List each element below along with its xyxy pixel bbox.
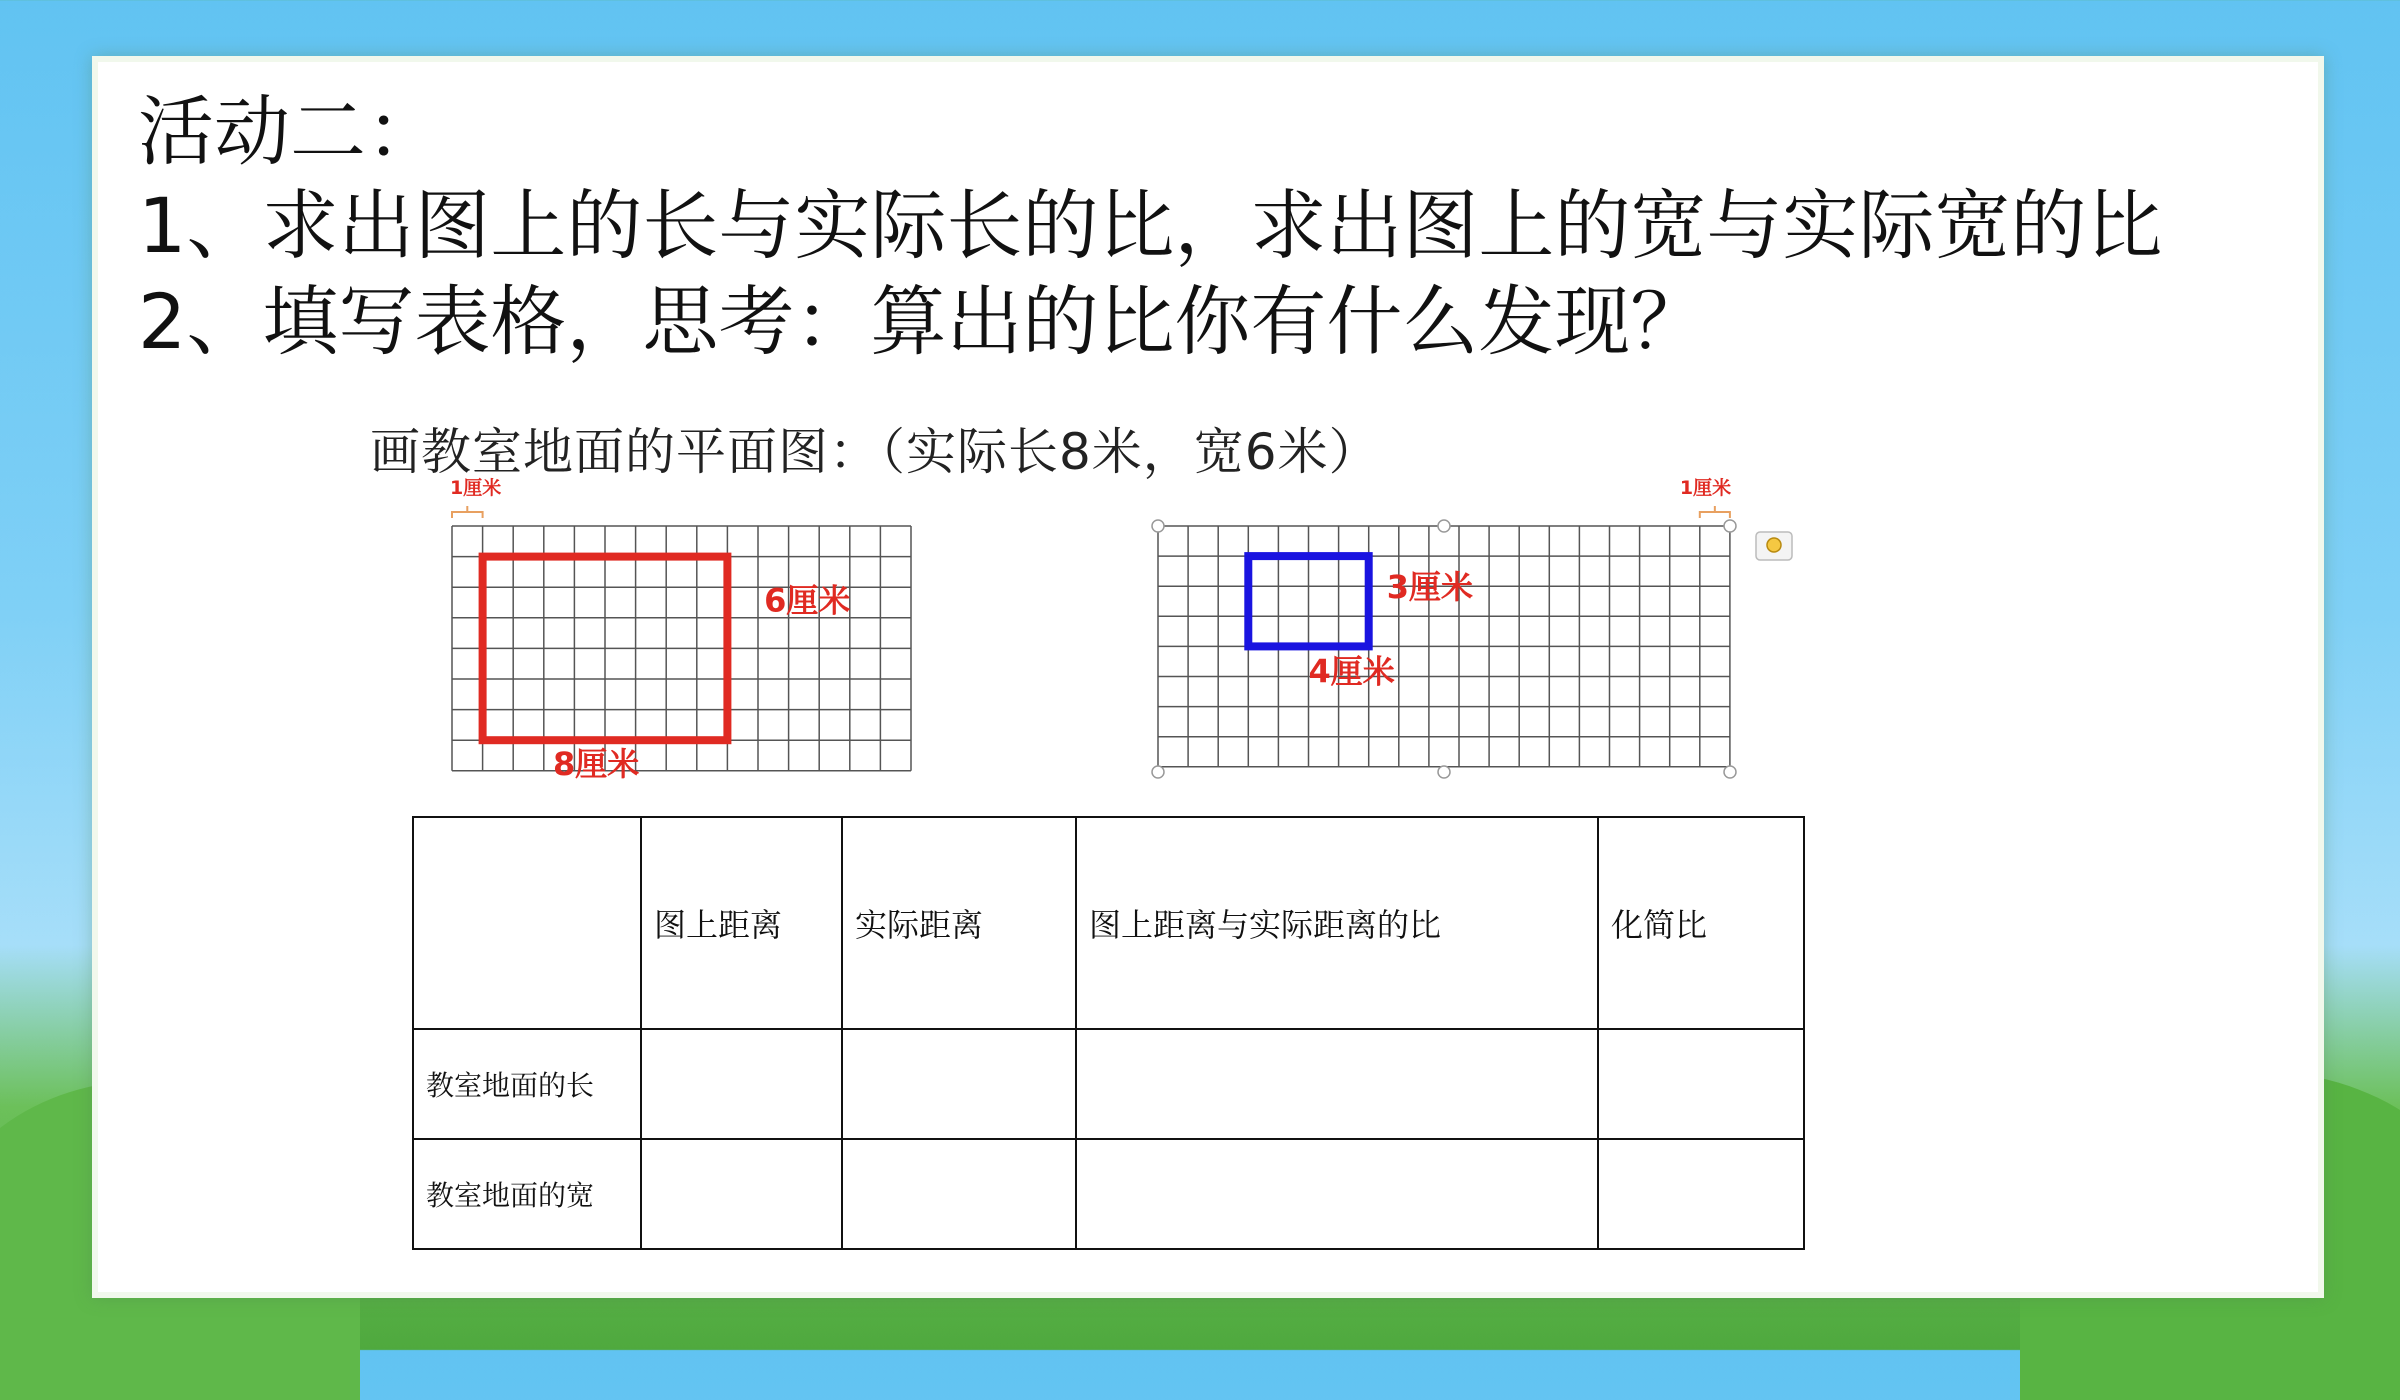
table-header-cell: 实际距离 [842, 817, 1076, 1029]
right-unit-bracket [1700, 506, 1730, 518]
smart-tag-icon[interactable] [1756, 532, 1792, 560]
selection-handles [1152, 520, 1736, 778]
task-2-text: 2、填写表格，思考：算出的比你有什么发现？ [138, 277, 1707, 366]
row-label: 教室地面的宽 [413, 1139, 641, 1249]
table-header-cell: 图上距离 [641, 817, 842, 1029]
table-row [413, 1139, 1804, 1249]
table-cell[interactable] [641, 1139, 842, 1249]
table-header-row [413, 817, 1804, 1029]
table-header-cell [413, 817, 641, 1029]
ratio-table [412, 816, 1805, 1250]
table-cell[interactable] [1076, 1029, 1598, 1139]
right-length-label: 4厘米 [1308, 652, 1395, 691]
table-cell[interactable] [842, 1139, 1076, 1249]
table-cell[interactable] [1598, 1029, 1804, 1139]
left-grid [452, 526, 911, 771]
table-cell[interactable] [1076, 1139, 1598, 1249]
task-1-text: 1、求出图上的长与实际长的比，求出图上的宽与实际宽的比 [138, 181, 2163, 270]
table-header-cell: 图上距离与实际距离的比 [1076, 817, 1598, 1029]
table-cell[interactable] [842, 1029, 1076, 1139]
left-unit-bracket [452, 506, 483, 518]
right-width-label: 3厘米 [1386, 568, 1474, 607]
left-unit-label: 1厘米 [450, 477, 502, 499]
activity-title: 活动二： [138, 87, 442, 176]
row-label: 教室地面的长 [413, 1029, 641, 1139]
plan-title: 画教室地面的平面图：（实际长8米，宽6米） [370, 423, 1380, 481]
table-cell[interactable] [641, 1029, 842, 1139]
table-header-cell: 化简比 [1598, 817, 1804, 1029]
right-unit-label: 1厘米 [1679, 477, 1732, 499]
table-cell[interactable] [1598, 1139, 1804, 1249]
table-row [413, 1029, 1804, 1139]
right-grid [1158, 526, 1730, 767]
left-width-label: 6厘米 [764, 581, 851, 620]
left-length-label: 8厘米 [552, 744, 640, 783]
